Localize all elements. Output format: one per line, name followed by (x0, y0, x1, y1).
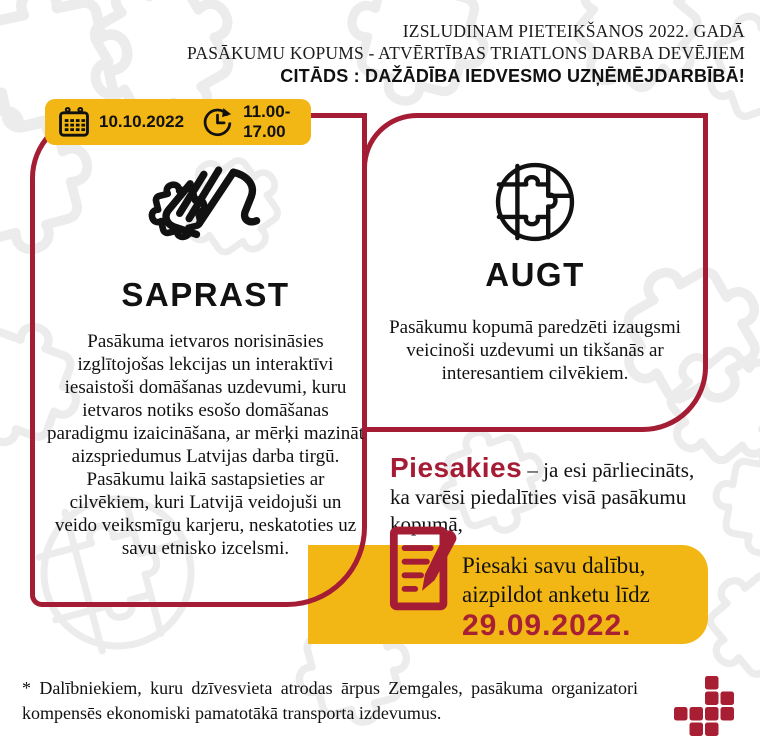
schedule-badge (45, 99, 311, 145)
header-line-3: CITĀDS : DAŽĀDĪBA IEDVESMO UZŅĒMĒJDARBĪBĀ! (280, 66, 745, 86)
document-pen-icon (388, 521, 458, 614)
card-saprast (30, 113, 367, 607)
cta-text (462, 551, 650, 643)
event-time: 11.00-17.00 (243, 102, 291, 141)
apply-lead: Piesakies (390, 452, 523, 483)
header-line-1: IZSLUDINAM PIETEIKŠANOS 2022. GADĀ (402, 21, 745, 41)
clock-duration-icon (201, 106, 234, 139)
calendar-icon (58, 107, 90, 138)
event-date: 10.10.2022 (99, 112, 185, 131)
red-squares-logo (674, 676, 736, 738)
card-title-augt: AUGT (485, 256, 585, 293)
apply-lead-rest: – ja esi pārliecināts, (522, 458, 695, 482)
header-line-2: PASĀKUMU KOPUMS - ATVĒRTĪBAS TRIATLONS DARBA DEVĒJIEM (187, 43, 745, 63)
card-body-augt: Pasākumu kopumā paredzēti izaugsmi veicinoši uzdevumi un tikšanās ar interesantiem cilvēkiem. (389, 317, 681, 384)
circle-puzzle-icon (491, 158, 579, 246)
cta-line-1: Piesaki savu dalību, (462, 553, 646, 578)
apply-line-1 (390, 452, 742, 484)
cta-deadline: 29.09.2022. (462, 609, 632, 642)
footnote (22, 676, 638, 726)
cta-line-2: aizpildot anketu līdz (462, 582, 650, 607)
hand-holding-puzzle-icon (136, 148, 276, 266)
header (187, 20, 745, 88)
card-title-saprast: SAPRAST (121, 276, 290, 313)
card-body-saprast: Pasākuma ietvaros norisināsies izglītojošas lekcijas un interaktīvi iesaistoši domāšanas uzdevumi, kuru ietvaros notiks esošo domāšanas paradigmu izaicināšana, ar mērķi mazināt aizspriedumus Latvijas darba tirgū. Pasākumu laikā sastapsieties ar cilvēkiem, kuri Latvijā veidojuši un veido veiksmīgu karjeru, neskatoties uz savu etnisko izcelsmi. (46, 331, 365, 559)
footnote-line-1: * Dalībniekiem, kuru dzīvesvieta atrodas ārpus Zemgales, pasākuma organizatori (22, 678, 638, 698)
footnote-line-2: kompensēs ekonomiski pamatotākā transporta izdevumus. (22, 703, 442, 723)
apply-line-2: ka varēsi piedalīties visā pasākumu kopumā, (390, 485, 687, 536)
card-augt (362, 113, 708, 432)
